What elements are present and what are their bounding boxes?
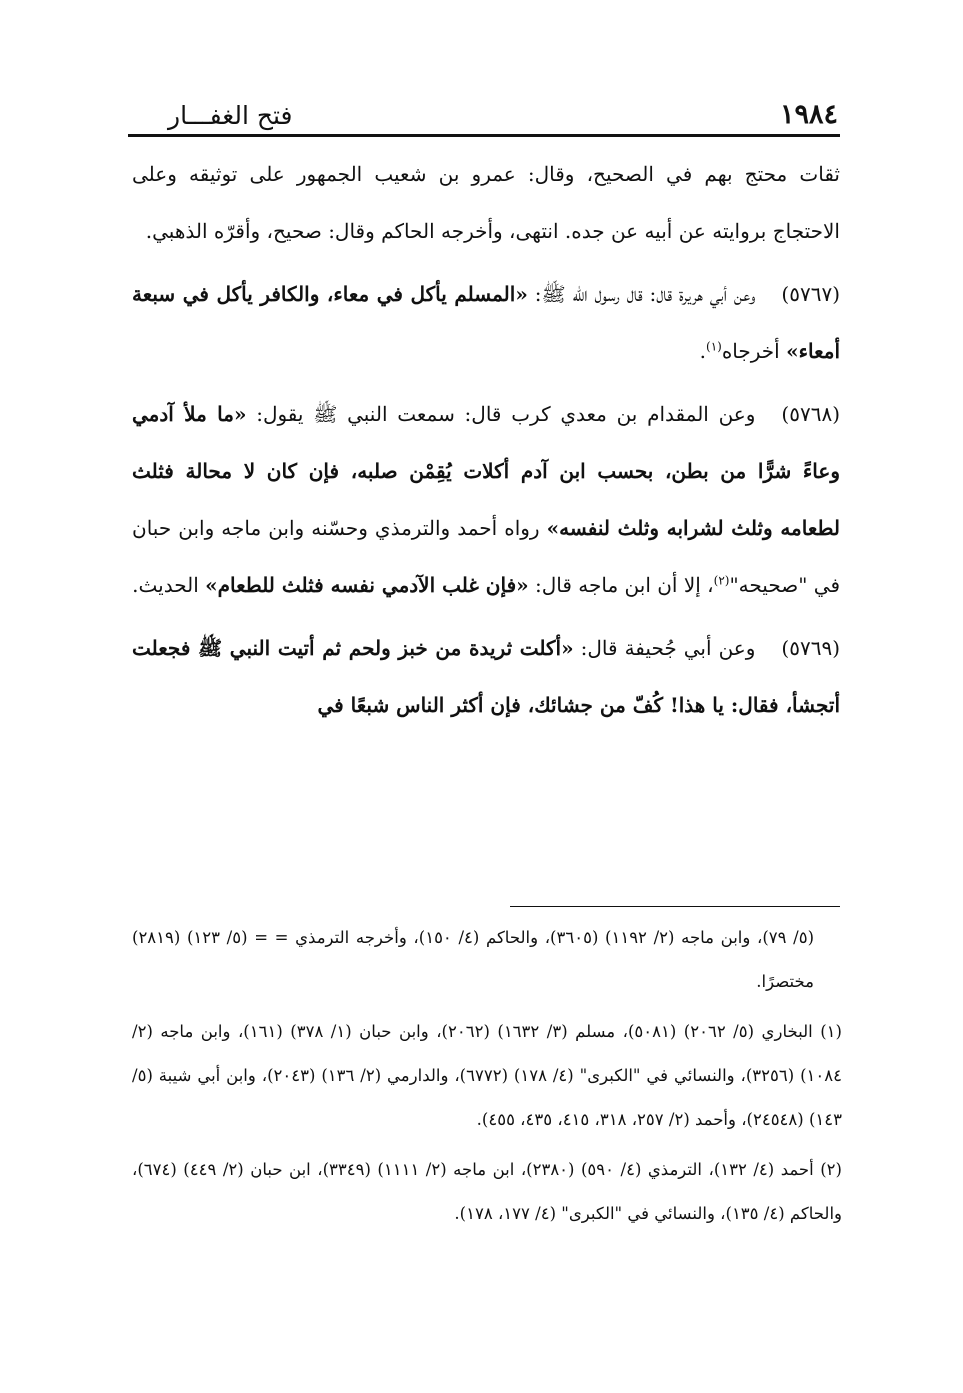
footnote-2: (٢) أحمد (٤/ ١٣٢)، الترمذي (٤/ ٥٩٠) (٢٣٨٠)، ابن ماجه (٢/ ١١١١) (٣٣٤٩)، ابن حبان (٢/ ٤٤٩) (٦٧٤)، والحاكم (٤/ ١٣٥)، والنسائي في "الكبرى" (٤/ ١٧٧، ١٧٨).: [132, 1160, 842, 1223]
footnote-ref: (١): [706, 339, 722, 354]
hadith-intro: وعن المقدام بن معدي كرب قال: سمعت النبي ﷺ يقول:: [256, 402, 756, 426]
hadith-quote-2: «فإن غلب الآدمي نفسه فثلث للطعام»: [205, 573, 529, 597]
page-header: [128, 82, 840, 137]
hadith-intro: وعن أبي جُحيفة قال:: [580, 636, 756, 660]
footnotes: [132, 916, 842, 1242]
paragraph-text: ثقات محتج بهم في الصحيح، وقال: عمرو بن شعيب الجمهور على توثيقه وعلى الاحتجاج بروايته عن أبيه عن جده. انتهى، وأخرجه الحاكم وقال: صحيح، وأقرّه الذهبي.: [132, 162, 840, 243]
hadith-quote: «ما ملأ آدمي وعاءً شرًّا من بطن، بحسب ابن آدم أكلات يُقِمْن صلبه، فإن كان لا محالة فثلث لطعامه وثلث لشرابه وثلث لنفسه»: [132, 402, 841, 540]
main-text: [132, 146, 840, 740]
hadith-tail-2: ، إلا أن ابن ماجه قال:: [528, 573, 714, 597]
running-title: فتح الغفـــار: [168, 101, 293, 130]
footnote-continuation: (٥/ ٧٩)، وابن ماجه (٢/ ١١٩٢) (٣٦٠٥)، والحاكم (٤/ ١٥٠)، وأخرجه الترمذي = = (٥/ ١٢٣) (٢٨١٩) مختصرًا.: [132, 928, 815, 991]
hadith-end: الحديث.: [132, 573, 206, 597]
hadith-quote: «أكلت ثريدة من خبز ولحم ثم أتيت النبي ﷺ فجعلت أتجشأ، فقال: يا هذا! كُفّ من جشائك، فإن أكثر الناس شبعًا في: [132, 636, 840, 717]
paragraph-continuation: [132, 146, 840, 260]
footnote-ref: (٢): [713, 573, 730, 588]
footnote-separator: [510, 906, 840, 907]
hadith-number: (٥٧٦٩): [781, 636, 840, 660]
hadith-5768: [132, 386, 840, 614]
hadith-number: (٥٧٦٧): [781, 282, 841, 306]
hadith-5769: [132, 620, 840, 734]
page-number: ١٩٨٤: [779, 99, 838, 130]
hadith-5767: [132, 266, 840, 380]
hadith-tail: أخرجاه: [721, 339, 787, 363]
hadith-intro: وعن أبي هريرة قال: قال رسول الله ﷺ:: [534, 282, 756, 306]
hadith-number: (٥٧٦٨): [781, 402, 840, 426]
hadith-tail: رواه أحمد والترمذي وحسّنه وابن ماجه وابن حبان في "صحيحه": [132, 516, 840, 597]
hadith-end: .: [699, 339, 706, 363]
hadith-quote: «المسلم يأكل في معاء، والكافر يأكل في سبعة أمعاء»: [132, 282, 840, 363]
footnote-1: (١) البخاري (٥/ ٢٠٦٢) (٥٠٨١)، مسلم (٣/ ١٦٣٢) (٢٠٦٢)، وابن حبان (١/ ٣٧٨) (١٦١)، وابن ماجه (٢/ ١٠٨٤) (٣٢٥٦)، والنسائي في "الكبرى" (٤/ ١٧٨) (٦٧٧٢)، والدارمي (٢/ ١٣٦) (٢٠٤٣)، وابن أبي شيبة (٥/ ١٤٣) (٢٤٥٤٨)، وأحمد (٢/ ٢٥٧، ٣١٨، ٤١٥، ٤٣٥، ٤٥٥).: [132, 1022, 842, 1129]
